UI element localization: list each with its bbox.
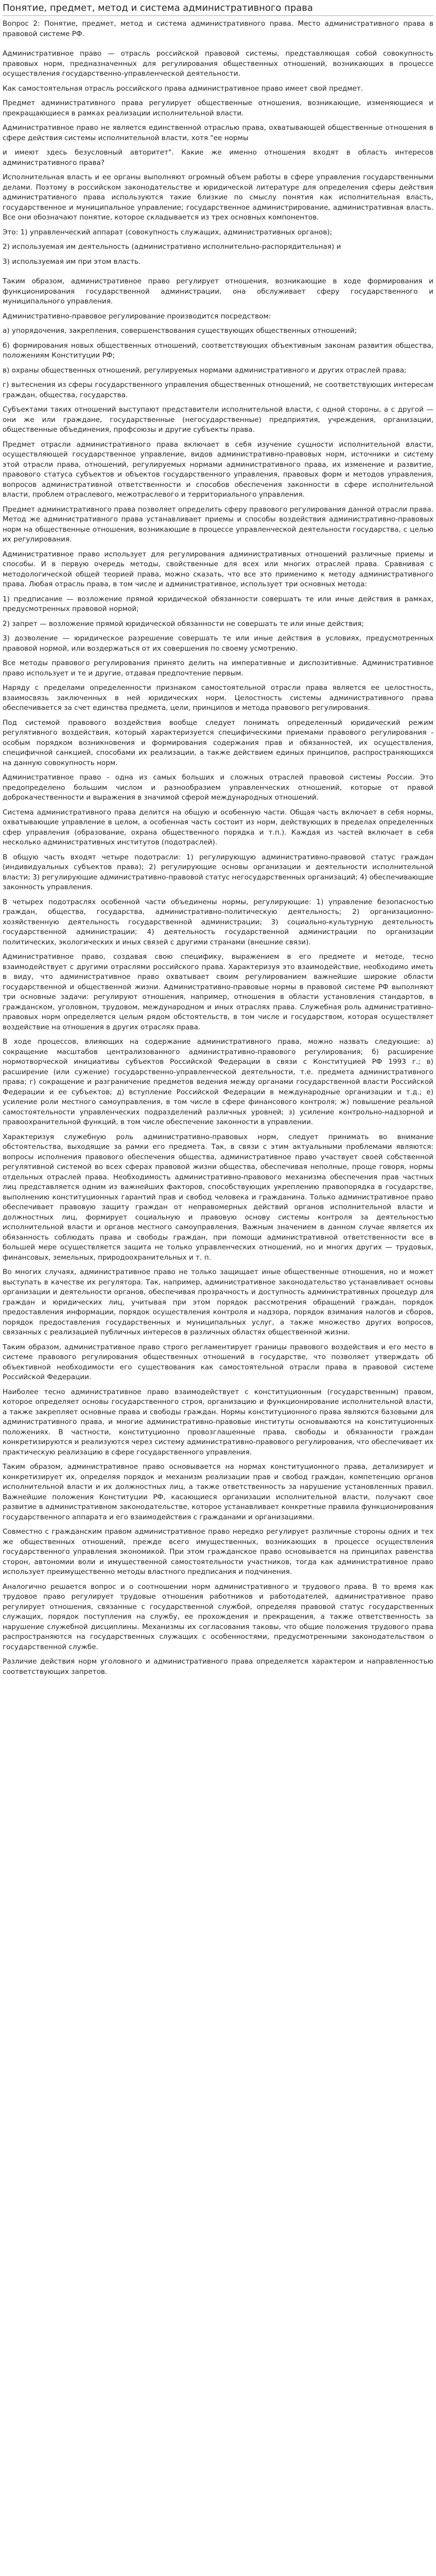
- paragraph: Аналогично решается вопрос и о соотношении норм административного и трудового права. В то время как трудовое право регулирует трудовые отношения работников и работодателей, административное право регулирует отношения, связанные с государственной службой, определяя правовой статус государственных служащих, порядок поступления на службу, ее прохождения и прекращения, а также ответственность за нарушение служебной дисциплины. Механизмы их согласования таковы, что общие положения трудового права распространяются на государственных служащих с особенностями, предусмотренными законодательством о государственной службе.: [3, 1582, 433, 1651]
- blank-line: [3, 272, 433, 277]
- paragraph: Наиболее тесно административное право взаимодействует с конституционным (государственным) правом, которое определяет основы государственного строя, организацию и функционирование исполнительной власти, а также закрепляет основные права и свободы граждан. Нормы конституционного права являются базовыми для административного права, и многие административно-правовые институты основываются на конституционных положениях. В частности, конституционно провозглашенные права, свободы и обязанности граждан конкретизируются и реализуются через систему административно-правового регулирования, что обеспечивает их практическую реализацию в сфере государственного управления.: [3, 1387, 433, 1456]
- paragraph: Административное право - одна из самых больших и сложных отраслей правовой системы России. Это предопределено большим числом и разнообразием управленческих отношений, которые от правой доброкачественности и выражения в значимой сферой международных отношений.: [3, 773, 433, 802]
- blank-line: [3, 44, 433, 49]
- paragraph: Административное право, создавая свою специфику, выражением в его предмете и методе, тесно взаимодействует с другими отраслями российского права. Характеризуя это взаимодействие, необходимо иметь в виду, что административное право охватывает своим регулированием важнейшие широкие области государственной и общественной жизни. Административно-правовые нормы в правовой системе РФ выполняют три основные задачи: регулируют отношения, например, отношения в области установления стандартов, в гражданском, уголовном, трудовом, международном и иных отраслях права. Служебная роль административно-правовых норм определяется целым рядом обстоятельств, в том числе и государством, которая осуществляет воздействие на отношения в других отраслях права.: [3, 953, 433, 1031]
- paragraph: Административное право не является единственной отраслью права, охватывающей общественные отношения в сфере действия системы исполнительной власти, хотя "ее нормы: [3, 124, 433, 142]
- paragraph: Под системой правового воздействия вообще следует понимать определенный юридический режим регулятивного воздействия, который характеризуется специфическими приемами правового регулирования - особым порядком возникновения и формирования содержания прав и обязанностей, их осуществления, специфичной санкцией, способами их реализации, а также действием единых принципов, распространяющихся на данную совокупность норм.: [3, 718, 433, 767]
- paragraph: В общую часть входят четыре подотрасли: 1) регулирующую административно-правовой статус граждан (индивидуальных субъектов права); 2) регулирующие основы организации и деятельности исполнительной власти; 3) регулирующие административно-правовой статус негосударственных организаций; 4) обеспечивающие законность управления.: [3, 853, 433, 891]
- paragraph: г) вытеснения из сферы государственного управления общественных отношений, не соответствующих интересам граждан, общества, государства.: [3, 381, 433, 399]
- paragraph: Субъектами таких отношений выступают представители исполнительной власти, с одной стороны, а с другой — они же или граждане, государственные (негосударственные) предприятия, учреждения, организации, общественные объединения, профсоюзы и другие субъекты права.: [3, 405, 433, 434]
- paragraph: Исполнительная власть и ее органы выполняют огромный объем работы в сфере управления государственными делами. Поэтому в российском законодательстве и юридической литературе для определения сферы действия административного права используются такие близкие по смыслу понятия как исполнительная власть, государственное и муниципальное управление; государственное администрирование, административная власть. Все они обозначают понятие, которое складывается из трех основных компонентов.: [3, 173, 433, 222]
- paragraph: 2) запрет — возложение прямой юридической обязанности не совершать те или иные действия;: [3, 619, 364, 628]
- paragraph: Система административного права делится на общую и особенную части. Общая часть включает в себя нормы, охватывающие управление в целом, а особенная часть состоит из норм, действующих в пределах определенных сфер управления (образование, охрана общественного порядка и т.п.). Каждая из частей включает в себя несколько административных институтов (подотраслей).: [3, 808, 433, 846]
- paragraph: 3) дозволение — юридическое разрешение совершать те или иные действия в условиях, предусмотренных правовой нормой, или воздержаться от их совершения по своему усмотрению.: [3, 634, 433, 653]
- paragraph: Таким образом, административное право строго регламентирует границы правового воздействия и его место в системе правового регулирования общественных отношений в государстве, что позволяет утверждать об объективной необходимости его существования как самостоятельной отрасли права в правовой системе Российской Федерации.: [3, 1343, 433, 1381]
- paragraph: а) упорядочения, закрепления, совершенствования существующих общественных отношений;: [3, 327, 357, 335]
- paragraph: Характеризуя служебную роль административно-правовых норм, следует принимать во внимание обстоятельства, выходящие за рамки его предмета. Так, в связи с этим актуальными проблемами являются: вопросы исполнения правового обеспечения общества, административное право участвует своей собственной регулятивной системой во всех сферах правовой жизни общества, обеспечивая неполные, проще говоря, нормы отдельных отраслей права. Необходимость административно-правового механизма обеспечения прав частных лиц представляется одним из важнейших факторов, способствующих укреплению правопорядка в государстве, выполнению конституционных гарантий прав и свобод человека и гражданина. Только административное право обеспечивает правовую защиту граждан от неправомерных действий органов исполнительной власти и должностных лиц, формирует социальную и правовую основу системы контроля за деятельностью исполнительной власти и органов местного самоуправления. Важным значением в данном случае является их обязанность соблюдать права и свободы граждан, при помощи административной ответственности все в большей мере осуществляется защита не только управленческих отношений, но и многих других — трудовых, финансовых, земельных, природоохранительных и т. п.: [3, 1132, 433, 1262]
- paragraph: Все методы правового регулирования принято делить на императивные и диспозитивные. Административное право использует и те и другие, отдавая предпочтение первым.: [3, 659, 433, 677]
- paragraph: Таким образом, административное право основывается на нормах конституционного права, детализирует и конкретизирует их, определяя порядок и механизм реализации прав и свобод граждан, компетенцию органов исполнительной власти и их должностных лиц, а также ответственность за нарушение установленных правил. Важнейшие положения Конституции РФ, касающиеся организации исполнительной власти, получают свое развитие в административном законодательстве, которое устанавливает конкретные правила функционирования государственного аппарата и его взаимодействия с гражданами и организациями.: [3, 1463, 433, 1521]
- page-title: Понятие, предмет, метод и система административного права: [3, 2, 433, 16]
- paragraph: Наряду с пределами определенности признаком самостоятельной отрасли права является ее целостность, взаимосвязь заключенных в ней юридических норм. Целостность системы административного права обеспечивается за счет единства предмета, цели, принципов и метода правового регулирования.: [3, 684, 433, 712]
- paragraph: Как самостоятельная отрасль российского права административное право имеет свой предмет.: [3, 84, 363, 93]
- paragraph: Административное право — отрасль российской правовой системы, представляющая собой совокупность правовых норм, предназначенных для регулирования общественных отношений, возникающих в процессе осуществления государственно-управленческой деятельности.: [3, 49, 433, 78]
- paragraph: В четырех подотраслях особенной части объединены нормы, регулирующие: 1) управление безопасностью граждан, общества, государства, административно-политическую деятельность; 2) организационно-хозяйственную деятельность государственной администрации; 3) социально-культурную деятельность государственной администрации; 4) деятельность государственной администрации по организации политических, экологических и иных связей с другими странами (внешние связи).: [3, 897, 433, 946]
- article-body: [3, 19, 433, 1677]
- paragraph: Предмет отрасли административного права включает в себя изучение сущности исполнительной власти, осуществляющей государственное управление, видов административно-правовых норм, источники и систему этой отрасли права, отношений, регулируемых нормами административного права, их изменение и развитие, правового статуса субъектов и объектов государственного управления, правовых форм и методов управления, вопросов административной ответственности и способов обеспечения законности в сфере исполнительной власти, проблем отраслевого, межотраслевого и территориального управления.: [3, 440, 433, 499]
- paragraph: Административно-правовое регулирование производится посредством:: [3, 312, 271, 320]
- paragraph: Предмет административного права позволяет определить сферу правового регулирования данной отрасли права. Метод же административного права устанавливает приемы и способы воздействия административно-правовых норм на общественные отношения, возникающие в процессе управленческой деятельности государства, с целью их регулирования.: [3, 505, 433, 544]
- paragraph: 1) предписание — возложение прямой юридической обязанности совершать те или иные действия в рамках, предусмотренных правовой нормой;: [3, 595, 433, 613]
- paragraph: Это: 1) управленческий аппарат (совокупность служащих, административных органов);: [3, 228, 333, 236]
- paragraph: в) охраны общественных отношений, регулируемых нормами административного и других отраслей права;: [3, 366, 407, 375]
- paragraph: и имеют здесь безусловный авторитет". Какие же именно отношения входят в область интересов административного права?: [3, 148, 433, 167]
- paragraph: В ходе процессов, влияющих на содержание административного права, можно назвать следующие: а) сокращение масштабов централизованного административно-правового регулирования; б) расширение нормотворческой инициативы субъектов Российской Федерации в связи с Конституцией РФ 1993 г.; в) расширение (или сужение) государственно-управленческой деятельности, т.е. предмета административного права; г) сокращение и разграничение предметов ведения между органами государственной власти Российской Федерации и ее субъектов; д) вступление Российской Федерации в международные организации и т.д.; е) усиление роли местного самоуправления, в том числе в сфере финансового контроля; ж) повышение реальной самостоятельности управленческих подразделений различных уровней; з) усиление контрольно-надзорной и правоохранительной функций, в том числе обеспечение законности в управлении.: [3, 1038, 433, 1126]
- paragraph: 3) используемая им при этом власть.: [3, 257, 141, 266]
- paragraph: Вопрос 2: Понятие, предмет, метод и система административного права. Место административного права в правовой системе РФ.: [3, 20, 433, 38]
- paragraph: Различие действия норм уголовного и административного права определяется характером и направленностью соответствующих запретов.: [3, 1657, 433, 1676]
- paragraph: Во многих случаях, административное право не только защищает иные общественные отношения, но и может выступать в качестве их регулятора. Так, например, административное законодательство устанавливает основы организации и деятельности органов, обеспечивая прозрачность и доступность административных процедур для граждан и юридических лиц, учитывая при этом порядок рассмотрения обращений граждан, порядок предоставления информации, порядок осуществления контроля и надзора, порядок взимания налогов и сборов, порядок предоставления государственных и муниципальных услуг, а также множество других вопросов, связанных с реализацией публичных интересов в различных областях общественной жизни.: [3, 1268, 433, 1336]
- paragraph: Предмет административного права регулирует общественные отношения, возникающие, изменяющиеся и прекращающиеся в рамках реализации исполнительной власти.: [3, 99, 433, 117]
- paragraph: Совместно с гражданским правом административное право нередко регулирует различные стороны одних и тех же общественных отношений, прежде всего имущественных, возникающих в процессе осуществления государственного управления экономикой. При этом гражданское право основывается на принципах равенства сторон, автономии воли и имущественной самостоятельности участников, тогда как административное право использует преимущественно методы властного предписания и подчинения.: [3, 1528, 433, 1576]
- paragraph: б) формирования новых общественных отношений, соответствующих объективным законам развития общества, положениям Конституции РФ;: [3, 341, 433, 360]
- paragraph: Таким образом, административное право регулирует отношения, возникающие в ходе формирования и функционирования государственной администрации, она обслуживает сферу государственного и муниципального управления.: [3, 277, 433, 306]
- paragraph: Административное право использует для регулирования административных отношений различные приемы и способы. И в первую очередь методы, свойственные для всех или многих отраслей права. Сравнивая с методологической общей теорией права, можно сказать, что все это применимо к методу административного права. Любая отрасль права, в том числе и административное, использует три основных метода:: [3, 550, 433, 588]
- paragraph: 2) используемая им деятельность (административно исполнительно-распорядительная) и: [3, 243, 341, 251]
